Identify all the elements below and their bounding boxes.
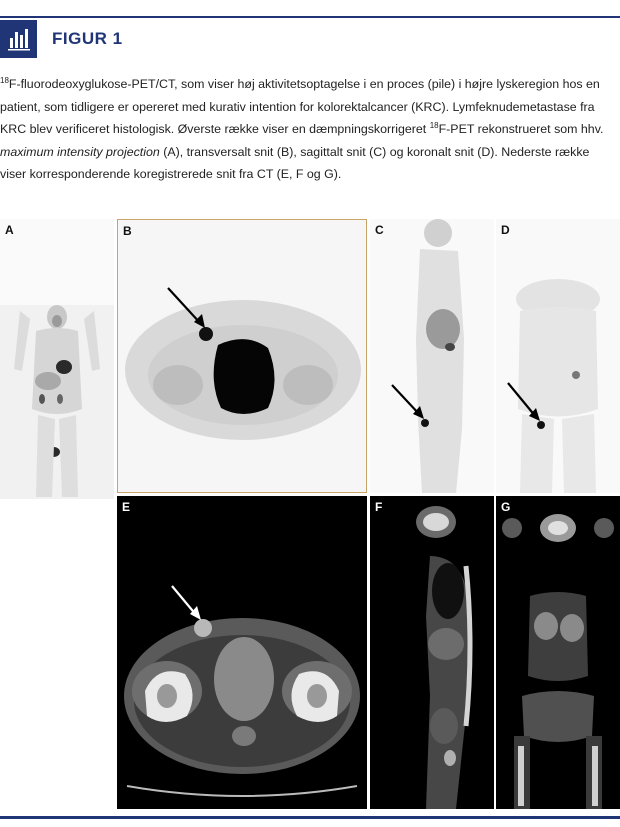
bottom-rule — [0, 816, 620, 819]
panel-label-e: E — [122, 500, 131, 514]
pet-coronal-image — [496, 219, 620, 493]
figure-caption — [0, 73, 616, 186]
panel-label-c: C — [375, 223, 384, 237]
panel-b-pet-transverse — [117, 219, 367, 493]
caption-text: F-fluorodeoxyglukose-PET/CT, som viser høj aktivitetsoptagelse i en proces (pile) i højre lyskeregion hos en patient, som tidligere er opereret med kurativ intention for kolorektalcancer (KRC). Lymfeknudemetastase fra KRC blev verificeret histologisk. Øverste række viser en dæmpningskorrigeret — [0, 77, 600, 136]
pet-sagittal-image — [370, 219, 494, 493]
panel-label-b: B — [123, 224, 132, 238]
caption-superscript: 18 — [0, 75, 9, 85]
pet-mip-image — [0, 219, 114, 499]
panel-label-f: F — [375, 500, 383, 514]
top-rule — [0, 16, 620, 18]
ct-sagittal-image — [370, 496, 494, 809]
panel-label-g: G — [501, 500, 511, 514]
panel-e-ct-transverse — [117, 496, 367, 809]
figure-label: FIGUR 1 — [52, 29, 123, 48]
panel-g-ct-coronal — [496, 496, 620, 809]
caption-text: F-PET rekonstrueret som hhv. — [438, 122, 604, 136]
panel-d-pet-coronal — [496, 219, 620, 493]
ct-transverse-image — [117, 496, 367, 809]
bar-chart-icon — [0, 20, 37, 58]
panel-label-a: A — [5, 223, 14, 237]
panel-a-pet-mip — [0, 219, 114, 499]
panel-c-pet-sagittal — [370, 219, 494, 493]
panel-label-d: D — [501, 223, 510, 237]
caption-italic-term: maximum intensity projection — [0, 144, 160, 159]
ct-coronal-image — [496, 496, 620, 809]
caption-superscript: 18 — [429, 120, 439, 130]
panel-f-ct-sagittal — [370, 496, 494, 809]
caption-text: (A), transversalt snit (B), sagittalt snit (C) og koronalt snit (D). Nederste række viser korresponderende koregistrerede snit fra CT (E, F og G). — [0, 144, 590, 181]
pet-transverse-image — [118, 220, 367, 493]
